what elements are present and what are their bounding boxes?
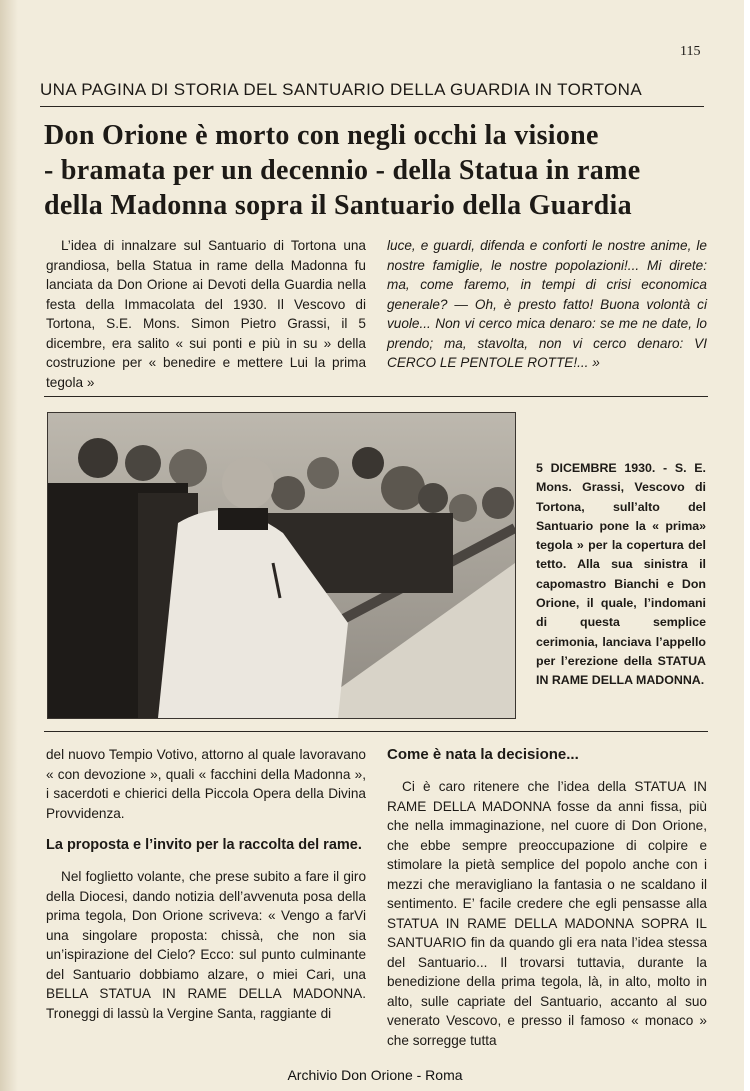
headline-line-2: - bramata per un decennio - della Statua in rame: [44, 155, 641, 186]
decisione-paragraph: Ci è caro ritenere che l’idea della STATUA IN RAME DELLA MADONNA fosse da anni fissa, più che nella immaginazione, nel cuore di Don Orione, che ebbe sempre preoccupazione di colpire e stimolare la pietà semplice del popolo anche con i mezzi che meravigliano la fantasia o ne scaldano il sentimento. E’ facile credere che egli pensasse alla STATUA IN RAME DELLA MADONNA SOPRA IL SANTUARIO fin da quando gli era nata l’idea stessa del Santuario... Il trovarsi tuttavia, durante la benedizione della prima tegola, là, in alto, molto in alto, sulle capriate del Santuario, accanto al suo venerato Vescovo, e presso il famoso « monaco » che sorregge tutta: [387, 779, 707, 1048]
headline-line-3: della Madonna sopra il Santuario della Guardia: [44, 190, 632, 221]
scan-edge: [744, 0, 750, 1091]
divider-bottom: [44, 731, 708, 732]
spacer: [387, 765, 707, 777]
archive-footer: Archivio Don Orione - Roma: [287, 1067, 463, 1083]
subhead-decisione: Come è nata la decisione...: [387, 746, 579, 763]
lower-right-column: [387, 745, 707, 1050]
headline: [44, 118, 709, 223]
intro-left-paragraph: L’idea di innalzare sul Santuario di Tortona una grandiosa, bella Statua in rame della Madonna fu lanciata da Don Orione ai Devoti della Guardia nella festa della Immacolata del 1930. Il Vescovo di Tortona, S.E. Mons. Simon Pietro Grassi, il 5 dicembre, era salito « sui ponti e più in su » della costruzione per « benedire e mettere Lui la prima tegola »: [46, 238, 366, 390]
page-number: 115: [680, 44, 701, 59]
divider-top: [44, 396, 708, 397]
lower-left-column: [46, 745, 366, 1023]
proposta-paragraph: Nel foglietto volante, che prese subito a fare il giro della Diocesi, dando notizia dell’avvenuta posa della prima tegola, Don Orione scriveva: « Vengo a farVi una singolare proposta: chissà, che non sia un’ispirazione del Cielo? Ecco: sul punto culminante del Santuario dobbiamo alzare, o miei Cari, una BELLA STATUA IN RAME DELLA MADONNA. Troneggi di lassù la Vergine Santa, raggiante di: [46, 869, 366, 1021]
intro-right-paragraph: luce, e guardi, difenda e conforti le nostre anime, le nostre famiglie, le nostre popolazioni!... Mi direte: ma, come faremo, in tempi di crisi economica generale? — Oh, è presto fatto! Buona volontà ci vuole... Non vi cerco mica denaro: se me ne date, lo prendo; ma, stavolta, non vi cerco denaro: VI CERCO LE PENTOLE ROTTE!... »: [387, 238, 707, 370]
headline-line-1: Don Orione è morto con negli occhi la visione: [44, 120, 599, 151]
spacer: [46, 855, 366, 867]
subhead-proposta: La proposta e l’invito per la raccolta del rame.: [46, 837, 362, 853]
photo-caption: 5 DICEMBRE 1930. - S. E. Mons. Grassi, Vescovo di Tortona, sull’alto del Santuario pone la « prima» tegola » per la copertura del tetto. Alla sua sinistra il capomastro Bianchi e Don Orione, il quale, l’indomani di questa semplice cerimonia, lanciava l’appello per l’erezione della STATUA IN RAME DELLA MADONNA.: [536, 461, 706, 688]
page-spine-shadow: [0, 0, 18, 1091]
continuation-paragraph: del nuovo Tempio Votivo, attorno al quale lavoravano « con devozione », quali « facchini della Madonna », i sacerdoti e chierici della Piccola Opera della Divina Provvidenza.: [46, 747, 366, 821]
spacer: [46, 823, 366, 835]
historic-photo: [47, 412, 516, 719]
section-kicker: UNA PAGINA DI STORIA DEL SANTUARIO DELLA GUARDIA IN TORTONA: [40, 80, 643, 99]
intro-right-column: [387, 236, 707, 373]
photo-illustration: [48, 413, 515, 718]
intro-left-column: [46, 236, 366, 392]
kicker-underline: [40, 106, 704, 107]
